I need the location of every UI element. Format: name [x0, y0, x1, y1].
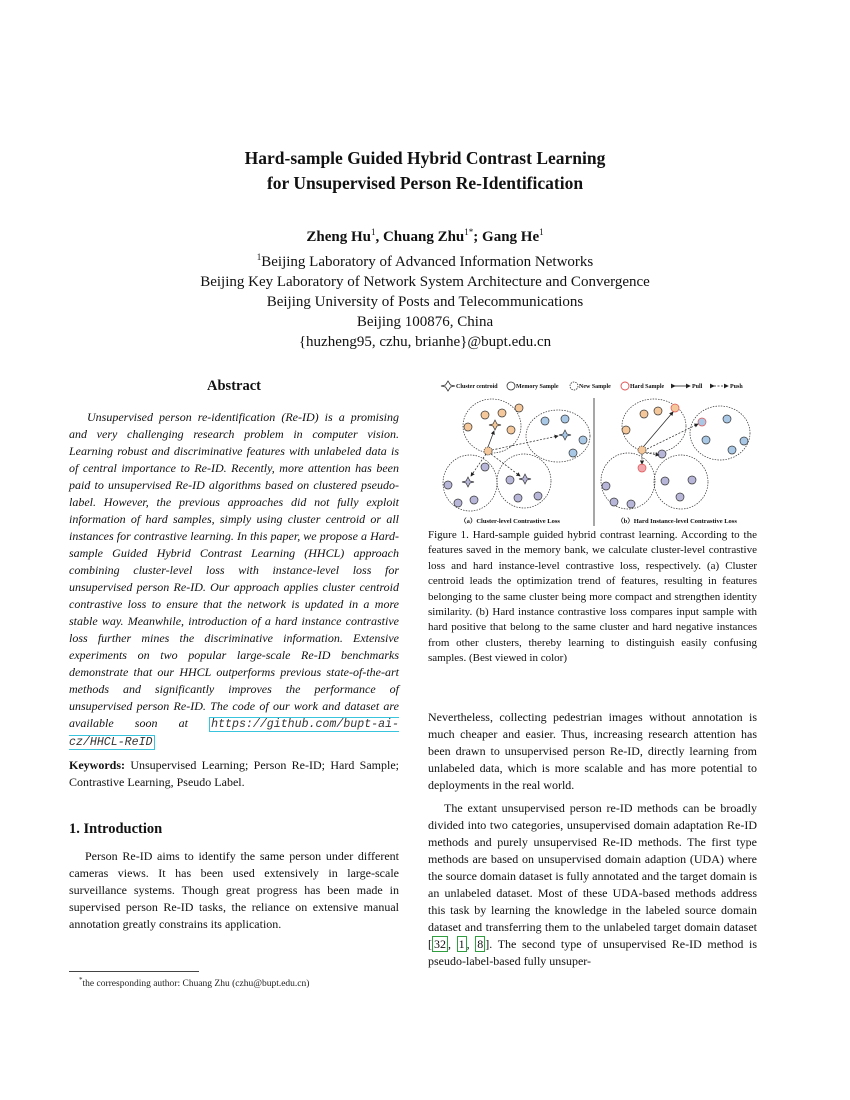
author-3: Gang He	[482, 229, 540, 245]
right-paragraph-2: The extant unsupervised person re-ID methods can be broadly divided into two categories, unsupervised domain adaptation Re-ID methods and purely unsupervised Re-ID methods. The first type methods are based on unsupervised domain adaption (UDA) where the source domain dataset is fully annotated and the target domain is an unlabeled dataset. Most of these UDA-based methods address this task by learning the knowledge in the labeled source domain dataset and transferring them to the unlabeled target domain dataset [ 32 , 1 , 8 ]. The second type of unsupervised Re-ID method is pseudo-label-based fully unsuper-	[428, 800, 758, 968]
purple-samples-b	[602, 450, 696, 508]
figure-1	[428, 378, 757, 528]
centroid-purple-a2	[519, 474, 531, 484]
legend-memory: Memory Sample	[516, 384, 559, 390]
legend-push: Push	[730, 384, 743, 390]
legend-new: New Sample	[579, 384, 611, 390]
affiliation-line-2: Beijing Key Laboratory of Network System Architecture and Convergence	[200, 274, 650, 290]
legend-centroid-icon	[441, 381, 455, 391]
legend-centroid: Cluster centroid	[456, 384, 498, 390]
blue-samples-b	[702, 415, 748, 454]
legend-pull: Pull	[692, 384, 703, 390]
keywords-text: Unsupervised Learning; Person Re-ID; Hard Sample; Contrastive Learning, Pseudo Label.	[69, 758, 399, 789]
affiliation-line-3: Beijing University of Posts and Telecommunications	[266, 294, 584, 310]
footnote-rule	[69, 971, 199, 972]
code-link[interactable]: https://github.com/bupt-ai-cz/HHCL-ReID	[69, 718, 399, 749]
subcaption-b: （b）Hard Instance-level Contrastive Loss	[617, 518, 737, 525]
abstract-text: Unsupervised person re-identification (Re-ID) is a promising and very challenging research problem in computer vision. Learning robust and discriminative features with unlabeled data is of central importance to Re-ID. Recently, more attention has been paid to unsupervised Re-ID algorithms based on clustered pseudo-label. However, the previous approaches did not fully exploit information of hard samples, simply using cluster centroid or all instances for contrastive learning. In this paper, we propose a Hard-sample Guided Hybrid Contrast Learning (HHCL) approach combining cluster-level loss with instance-level loss for unsupervised person Re-ID. Our approach applies cluster centroid contrastive loss to ensure that the network is updated in a more stable way. Meanwhile, introduction of a hard instance contrastive loss further mines the discriminative information. Extensive experiments on two popular large-scale Re-ID benchmarks demonstrate that our HHCL outperforms previous state-of-the-art methods and significantly improves the performance of unsupervised person Re-ID. The code of our work and dataset are available soon at https://github.com/bupt-ai-cz/HHCL-ReID	[69, 410, 399, 749]
centroid-blue-a	[559, 430, 571, 440]
purple-samples-a	[444, 463, 542, 507]
cluster-b-purple-left	[601, 453, 655, 509]
figure-legend	[441, 381, 743, 391]
centroid-orange-a	[489, 420, 501, 430]
push-arrow-a1	[492, 436, 558, 450]
figure-1-diagram	[428, 378, 757, 528]
figure-1-caption: Figure 1. Hard-sample guided hybrid contrast learning. According to the features saved in the memory bank, we calculate cluster-level contrastive loss and hard instance-level contrastive loss, respectively. (a) Cluster centroid leads the optimization trend of features, resulting in features belonging to the same cluster being more compact and strengthen identity similarity. (b) Hard instance contrastive loss compares input sample with hard positive that belong to the same cluster and hard negative instances from other clusters, thereby learning to distinguish easily confusing samples. (Best viewed in color)	[428, 529, 757, 665]
legend-hard: Hard Sample	[630, 384, 665, 390]
citation-1[interactable]: 1	[458, 936, 465, 951]
cluster-b-blue	[690, 406, 750, 460]
affiliation-line-1: $^1$Beijing Laboratory of Advanced Information Networks	[256, 252, 594, 270]
pull-arrow-a	[488, 431, 494, 447]
affiliation-sup: 1	[256, 252, 262, 262]
author-1: Zheng Hu	[306, 229, 371, 245]
footnote: *the corresponding author: Chuang Zhu (czhu@bupt.edu.cn)	[79, 976, 310, 990]
push-arrow-a3	[491, 454, 520, 476]
hard-negative-purple-b	[638, 464, 646, 472]
author-2-sup: 1*	[464, 227, 474, 237]
right-paragraph-1: Nevertheless, collecting pedestrian images without annotation is much cheaper and easier. Thus, increasing research attention has been drawn to unsupervised person Re-ID, directly learning from unlabeled data, which is more scalable and has more potential to deployments in the real world.	[428, 709, 757, 792]
centroid-purple-a1	[462, 477, 474, 487]
affiliation-email: {huzheng95, czhu, brianhe}@bupt.edu.cn	[298, 334, 552, 350]
keywords	[69, 757, 399, 791]
title-line-2: for Unsupervised Person Re-Identification	[266, 173, 584, 193]
paper-title	[0, 146, 850, 196]
left-column	[69, 378, 399, 933]
panel-a	[443, 399, 590, 511]
legend-hard-icon	[621, 382, 629, 390]
intro-heading: 1. Introduction	[69, 821, 163, 837]
citation-32[interactable]: 32	[434, 936, 446, 951]
hard-negative-blue-b	[698, 418, 706, 426]
legend-memory-icon	[507, 382, 515, 390]
keywords-label: Keywords:	[69, 758, 125, 772]
affiliations	[0, 247, 850, 352]
title-line-1: Hard-sample Guided Hybrid Contrast Learning	[244, 148, 606, 168]
author-names: Zheng Hu$^1$, Chuang Zhu$^{1*}$; Gang He$^1$	[306, 227, 544, 245]
author-2: Chuang Zhu	[382, 229, 465, 245]
push-arrow-b3	[646, 453, 659, 455]
right-column	[428, 378, 757, 970]
abstract-heading: Abstract	[207, 378, 261, 394]
intro-paragraph-1: Person Re-ID aims to identify the same person under different cameras views. It has been used extensively in large-scale surveillance systems. Though great progress has been made in supervised person Re-ID tasks, the reliance on extensive manual annotation greatly constrains its application.	[69, 849, 399, 931]
panel-b	[601, 399, 750, 509]
legend-new-icon	[570, 382, 578, 390]
author-1-sup: 1	[370, 227, 376, 237]
author-3-sup: 1	[539, 227, 544, 237]
subcaption-a: （a）Cluster-level Contrastive Loss	[460, 518, 560, 525]
author-block	[0, 222, 850, 352]
hard-positive-b	[671, 404, 679, 412]
orange-samples-a	[464, 404, 523, 455]
citation-8[interactable]: 8	[477, 936, 484, 951]
affiliation-line-4: Beijing 100876, China	[356, 314, 494, 330]
orange-samples-b	[622, 407, 662, 454]
pull-arrow-b	[644, 412, 673, 446]
